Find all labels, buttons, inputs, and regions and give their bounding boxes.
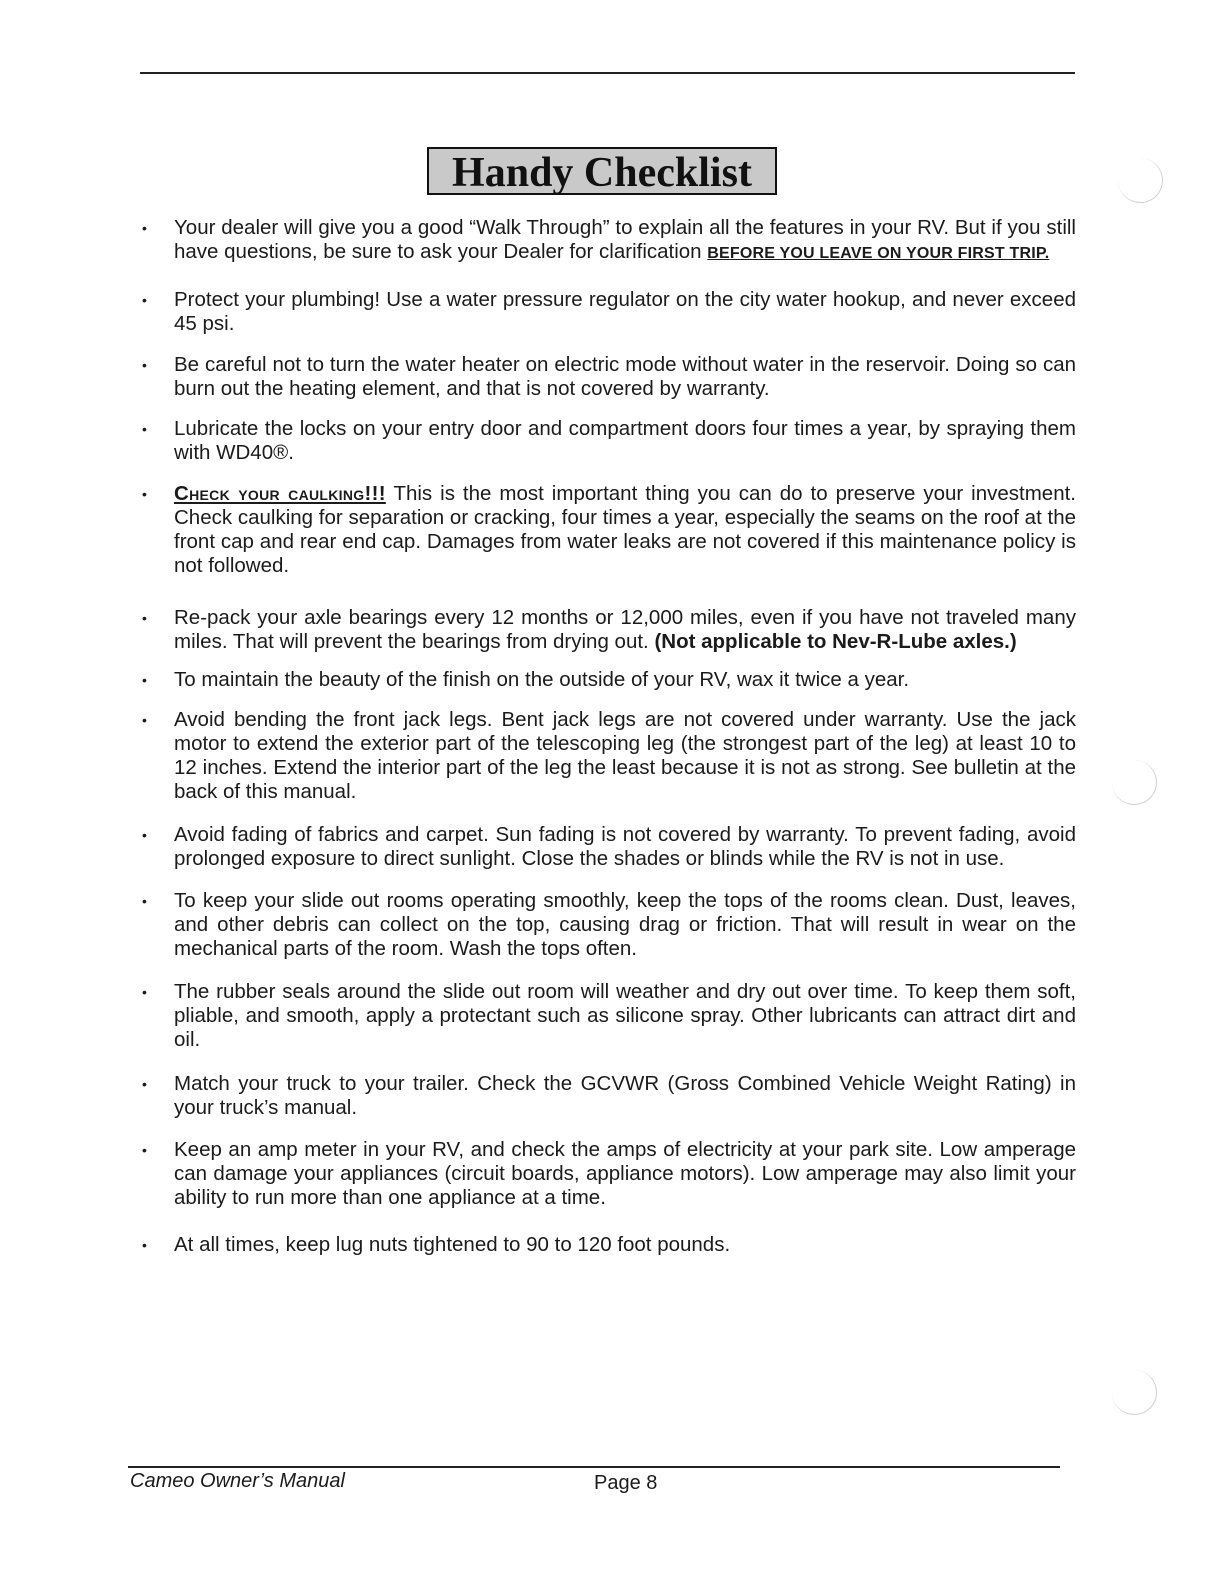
bullet-icon: • [142,984,147,1000]
item-text: To maintain the beauty of the finish on the outside of your RV, wax it twice a year. [174,668,910,691]
item-emphasis: (Not applicable to Nev-R-Lube axles.) [654,630,1017,653]
item-text: Lubricate the locks on your entry door and compartment doors four times a year, by spraying them with WD40®. [174,417,1076,464]
bullet-icon: • [142,292,147,308]
list-item [132,482,1076,578]
bullet-icon: • [142,1076,147,1092]
bullet-icon: • [142,486,147,502]
list-item [132,288,1076,336]
bullet-icon: • [142,220,147,236]
item-text: Re-pack your axle bearings every 12 months or 12,000 miles, even if you have not traveled many miles. That will prevent the bearings from drying out. [174,606,1076,653]
bullet-icon: • [142,610,147,626]
item-text: At all times, keep lug nuts tightened to 90 to 120 foot pounds. [174,1233,731,1256]
list-item [132,1233,1076,1257]
bullet-icon: • [142,1237,147,1253]
item-text: Your dealer will give you a good “Walk Through” to explain all the features in your RV. But if you still have questions, be sure to ask your Dealer for clarification [174,216,1076,263]
list-item [132,889,1076,961]
bullet-icon: • [142,827,147,843]
list-item [132,1138,1076,1210]
bullet-icon: • [142,712,147,728]
footer-manual-title: Cameo Owner’s Manual [130,1470,345,1492]
bullet-icon: • [142,893,147,909]
list-item [132,668,1076,692]
list-item [132,823,1076,871]
page-title: Handy Checklist [427,147,777,195]
item-text: Avoid fading of fabrics and carpet. Sun fading is not covered by warranty. To prevent fading, avoid prolonged exposure to direct sunlight. Close the shades or blinds while the RV is not in use. [174,823,1076,870]
list-item [132,980,1076,1052]
list-item [132,353,1076,401]
list-item [132,1072,1076,1120]
list-item [132,606,1076,654]
list-item [132,216,1076,266]
item-text: The rubber seals around the slide out room will weather and dry out over time. To keep them soft, pliable, and smooth, apply a protectant such as silicone spray. Other lubricants can attract dirt and oil. [174,980,1076,1051]
list-item [132,708,1076,804]
bullet-icon: • [142,421,147,437]
item-text: This is the most important thing you can do to preserve your investment. Check caulking for separation or cracking, four times a year, especially the seams on the roof at the front cap and rear end cap. Damages from water leaks are not covered if this maintenance policy is not followed. [174,482,1076,577]
punch-hole-mark [1112,1370,1157,1415]
item-text: Protect your plumbing! Use a water pressure regulator on the city water hookup, and never exceed 45 psi. [174,288,1076,335]
item-text: Avoid bending the front jack legs. Bent jack legs are not covered under warranty. Use the jack motor to extend the exterior part of the telescoping leg (the strongest part of the leg) at least 10 to 12 inches. Extend the interior part of the leg the least because it is not as strong. See bulletin at the back of this manual. [174,708,1076,803]
bullet-icon: • [142,357,147,373]
punch-hole-mark [1112,760,1157,805]
item-text: To keep your slide out rooms operating smoothly, keep the tops of the rooms clean. Dust, leaves, and other debris can collect on the top, causing drag or friction. That will result in wear on the mechanical parts of the room. Wash the tops often. [174,889,1076,960]
bullet-icon: • [142,672,147,688]
item-emphasis: Check your caulking!!! [174,482,386,505]
item-emphasis: BEFORE YOU LEAVE ON YOUR FIRST TRIP. [707,245,1050,262]
punch-hole-mark [1118,158,1163,203]
bullet-icon: • [142,1142,147,1158]
item-text: Match your truck to your trailer. Check the GCVWR (Gross Combined Vehicle Weight Rating) in your truck’s manual. [174,1072,1076,1119]
footer-page-number: Page 8 [594,1472,658,1494]
header-rule [140,72,1075,74]
item-text: Keep an amp meter in your RV, and check the amps of electricity at your park site. Low amperage can damage your appliances (circuit boards, appliance motors). Low amperage may also limit your ability to run more than one appliance at a time. [174,1138,1076,1209]
item-text: Be careful not to turn the water heater on electric mode without water in the reservoir. Doing so can burn out the heating element, and that is not covered by warranty. [174,353,1076,400]
checklist [132,216,1076,1257]
list-item [132,417,1076,465]
